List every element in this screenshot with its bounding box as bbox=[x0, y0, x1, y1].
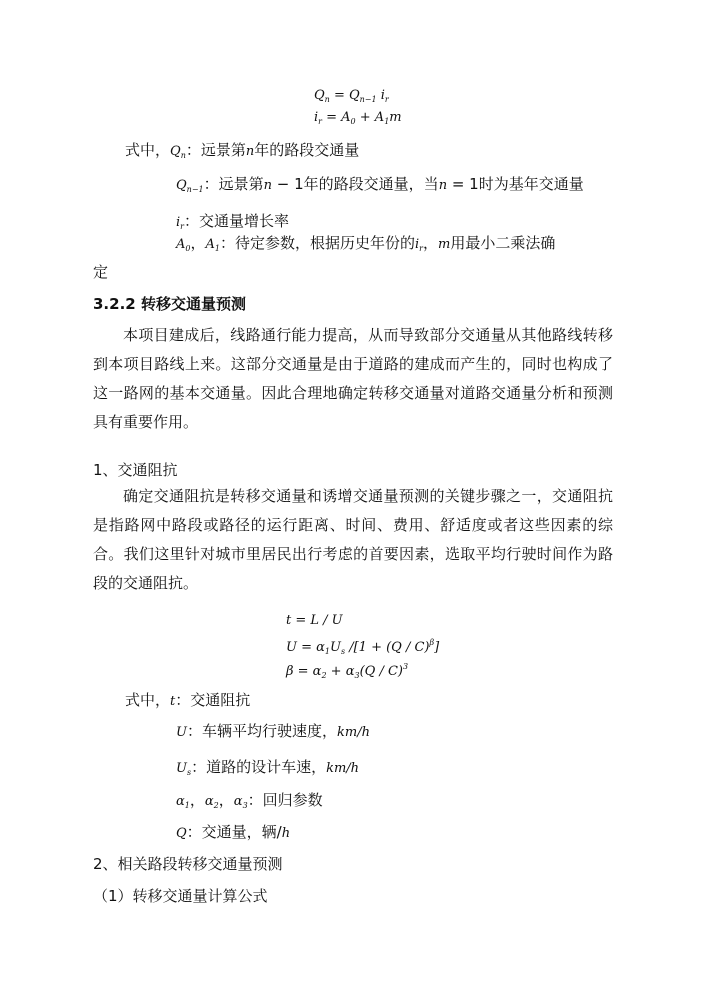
formula-ir: $i_r = A_0 + A_1m$ bbox=[314, 110, 402, 126]
item-transfer-formula: （1）转移交通量计算公式 bbox=[93, 887, 268, 905]
where-qn: 式中，$Q_n$：远景第n年的路段交通量 bbox=[125, 141, 360, 160]
section-title: 转移交通量预测 bbox=[140, 295, 246, 313]
where-a: $A_0$，$A_1$：待定参数，根据历史年份的$i_r$，m用最小二乘法确 bbox=[176, 234, 556, 253]
formula-qn: $Q_n = Q_{n-1}$ $i_r$ bbox=[314, 88, 389, 104]
where-us: $U_s$：道路的设计车速，km/h bbox=[176, 758, 360, 777]
paragraph-transfer: 本项目建成后，线路通行能力提高，从而导致部分交通量从其他路线转移到本项目路线上来。这部分交通量是由于道路的建成而产生的，同时也构成了这一路网的基本交通量。因此合理地确定转移交通量对道路交通量分析和预测具有重要作用。 bbox=[93, 326, 613, 431]
where-alpha: $\alpha_1$，$\alpha_2$，$\alpha_3$：回归参数 bbox=[176, 791, 323, 810]
section-heading bbox=[93, 294, 246, 314]
formula-beta: $\beta = \alpha_2 + \alpha_3(Q / C)^3$ bbox=[286, 662, 409, 680]
where-qn1: $Q_{n-1}$：远景第n − 1年的路段交通量，当n = 1时为基年交通量 bbox=[176, 175, 584, 194]
where-q: Q：交通量，辆/h bbox=[176, 823, 291, 841]
formula-t: t = L / U bbox=[286, 613, 343, 628]
item-traffic-impedance: 1、交通阻抗 bbox=[93, 461, 178, 479]
formula-u: $U = \alpha_1U_s$ /[1 + (Q / C)$^\beta$] bbox=[286, 638, 440, 656]
where-a-cont: 定 bbox=[93, 263, 109, 281]
where-t: 式中，t：交通阻抗 bbox=[125, 691, 251, 709]
paragraph-impedance: 确定交通阻抗是转移交通量和诱增交通量预测的关键步骤之一，交通阻抗是指路网中路段或路径的运行距离、时间、费用、舒适度或者这些因素的综合。我们这里针对城市里居民出行考虑的首要因素，选取平均行驶时间作为路段的交通阻抗。 bbox=[93, 487, 613, 592]
section-number: 3.2.2 bbox=[93, 295, 136, 313]
item-related-road-transfer: 2、相关路段转移交通量预测 bbox=[93, 855, 283, 873]
where-ir: $i_r$：交通量增长率 bbox=[176, 212, 290, 231]
where-u: U：车辆平均行驶速度，km/h bbox=[176, 722, 370, 740]
